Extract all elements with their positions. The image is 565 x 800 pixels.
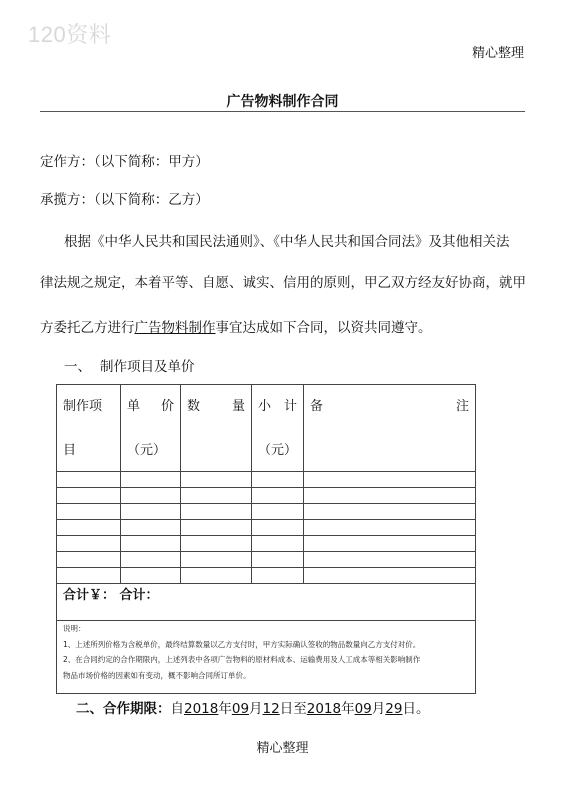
table-cell (252, 552, 304, 568)
start-day: 12 (262, 701, 280, 717)
header-cell-remarks (304, 385, 476, 472)
note-line-3: 物品市场价格的因素如有变动，概不影响合同所订单价。 (63, 670, 251, 680)
notes-cell (57, 621, 476, 694)
table-cell (121, 472, 181, 488)
intro-line-2: 律法规之规定，本着平等、自愿、诚实、信用的原则，甲乙双方经友好协商，就甲 (40, 275, 526, 291)
word-day: 日 (279, 701, 294, 717)
intro-line-1: 根据《中华人民共和国民法通则》、《中华人民共和国合同法》及其他相关法 (64, 234, 510, 250)
table-cell (252, 488, 304, 504)
header-qty-left: 数 (187, 399, 201, 414)
table-cell (121, 520, 181, 536)
table-cell (121, 536, 181, 552)
table-cell (252, 520, 304, 536)
table-cell (57, 536, 121, 552)
header-remarks-left: 备 (310, 399, 324, 414)
section-1-title: 制作项目及单价 (100, 359, 195, 375)
table-cell (181, 568, 252, 584)
table-cell (121, 552, 181, 568)
table-cell (304, 520, 476, 536)
header-cell-quantity (181, 385, 252, 472)
table-body (57, 472, 476, 584)
table-cell (252, 536, 304, 552)
table-row (57, 504, 476, 520)
header-remarks-right: 注 (455, 399, 469, 414)
watermark: 120资料 (28, 22, 112, 47)
header-subtotal-right: 计 (283, 399, 297, 414)
total-row (57, 584, 476, 621)
end-year: 2018 (306, 701, 342, 717)
table-header-row (57, 385, 476, 472)
table-cell (181, 536, 252, 552)
table-cell (121, 504, 181, 520)
contract-title: 广告物料制作合同 (226, 94, 339, 110)
intro-line-3-pre: 方委托乙方进行 (40, 320, 135, 336)
note-line-2: 2、在合同约定的合作期限内，上述列表中各项广告物料的原材料成本、运输费用及人工成本等相关影响制作 (63, 655, 421, 664)
table-cell (304, 568, 476, 584)
table-cell (304, 536, 476, 552)
table-cell (181, 504, 252, 520)
table-cell (252, 568, 304, 584)
end-day: 29 (385, 701, 403, 717)
table-row (57, 520, 476, 536)
table-cell (57, 504, 121, 520)
total-label: 合计￥： 合计： (57, 584, 476, 621)
table-row (57, 536, 476, 552)
table-row (57, 472, 476, 488)
table-cell (304, 472, 476, 488)
header-price-bottom: （元） (127, 443, 167, 458)
header-cell-unit-price (121, 385, 181, 472)
start-year: 2018 (184, 701, 219, 717)
table-row (57, 568, 476, 584)
header-note: 精心整理 (471, 46, 524, 61)
start-month: 09 (231, 701, 250, 717)
header-price-right: 价 (160, 399, 174, 414)
intro-line-3-post: 事宜达成如下合同，以资共同遵守。 (215, 320, 432, 336)
word-year: 年 (218, 701, 232, 717)
word-year-2: 年 (341, 701, 355, 717)
table-cell (57, 552, 121, 568)
table-cell (304, 488, 476, 504)
table-row (57, 552, 476, 568)
header-item-bottom: 目 (63, 443, 77, 458)
header-cell-item (57, 385, 121, 472)
items-table (56, 384, 476, 694)
notes-row (57, 621, 476, 694)
intro-line-3 (40, 316, 530, 336)
title-divider (40, 111, 525, 112)
header-price-left: 单 (127, 399, 141, 414)
note-line-1: 1、上述所列价格为含税单价，最终结算数量以乙方支付时，甲方实际确认签收的物品数量向乙方支付对价。 (63, 639, 421, 649)
header-cell-subtotal (252, 385, 304, 472)
word-day-2: 日 (402, 701, 416, 717)
party-a-line: 定作方：（以下简称：甲方） (40, 154, 209, 170)
term-from: 自 (170, 701, 184, 717)
section-2-label: 二、合作期限： (76, 701, 171, 717)
party-b-line: 承揽方：（以下简称：乙方） (40, 192, 209, 208)
footer-note: 精心整理 (256, 741, 309, 756)
table-cell (121, 568, 181, 584)
note-line-0: 说明： (63, 624, 86, 633)
table-cell (57, 568, 121, 584)
table-cell (304, 504, 476, 520)
word-end: 。 (415, 701, 430, 717)
header-item-top: 制作项 (63, 399, 103, 414)
end-month: 09 (354, 701, 372, 717)
table-cell (57, 472, 121, 488)
section-2-term (76, 697, 429, 717)
section-1-number: 一、 (64, 359, 91, 375)
header-subtotal-left: 小 (258, 399, 272, 414)
word-to: 至 (293, 701, 307, 717)
table-cell (181, 472, 252, 488)
table-cell (252, 504, 304, 520)
table-cell (181, 488, 252, 504)
section-1-heading (64, 355, 195, 375)
table-cell (252, 472, 304, 488)
word-month: 月 (249, 701, 263, 717)
table-cell (121, 488, 181, 504)
table-row (57, 488, 476, 504)
table-cell (181, 520, 252, 536)
table-cell (304, 552, 476, 568)
header-subtotal-bottom: （元） (258, 443, 298, 458)
intro-line-3-underlined: 广告物料制作 (134, 320, 216, 336)
table-cell (181, 552, 252, 568)
table-cell (57, 520, 121, 536)
word-month-2: 月 (371, 701, 386, 717)
header-qty-right: 量 (231, 399, 245, 414)
table-cell (57, 488, 121, 504)
